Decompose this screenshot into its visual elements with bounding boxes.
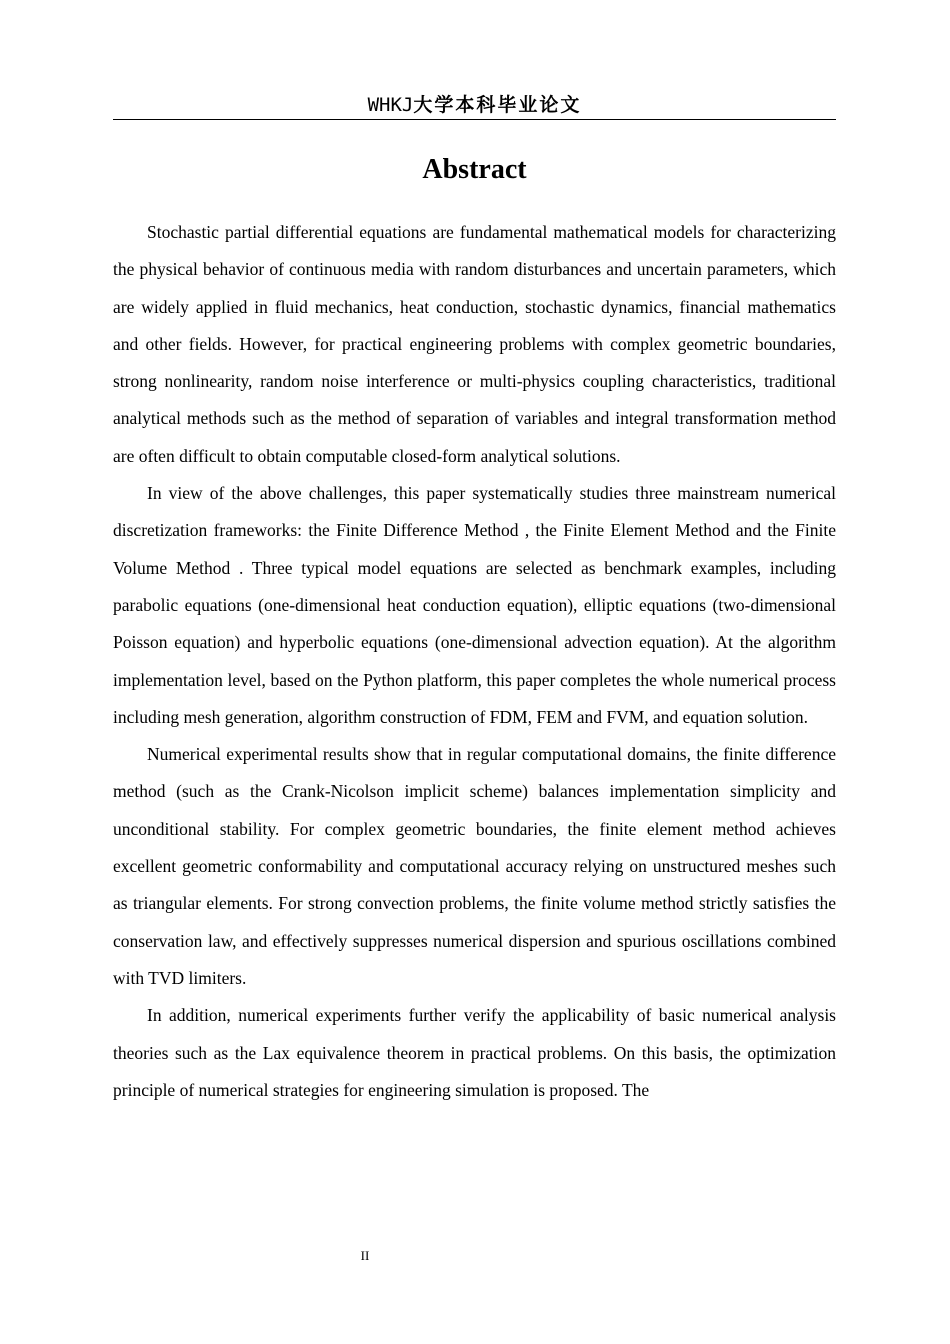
header-university-code: WHKJ [367,94,414,116]
running-header [113,92,836,119]
header-rule [113,119,836,120]
abstract-paragraph-1: Stochastic partial differential equations are fundamental mathematical models for characterizing the physical behavior of continuous media with random disturbances and uncertain parameters, which are widely applied in fluid mechanics, heat conduction, stochastic dynamics, financial mathematics and other fields. However, for practical engineering problems with complex geometric boundaries, strong nonlinearity, random noise interference or multi-physics coupling characteristics, traditional analytical methods such as the method of separation of variables and integral transformation method are often difficult to obtain computable closed-form analytical solutions. [113,222,836,466]
page-title: Abstract [422,154,527,185]
abstract-paragraph-2: In view of the above challenges, this paper systematically studies three mainstream numerical discretization frameworks: the Finite Difference Method , the Finite Element Method and the Finite Volume Method . Three typical model equations are selected as benchmark examples, including parabolic equations (one-dimensional heat conduction equation), elliptic equations (two-dimensional Poisson equation) and hyperbolic equations (one-dimensional advection equation). At the algorithm implementation level, based on the Python platform, this paper completes the whole numerical process including mesh generation, algorithm construction of FDM, FEM and FVM, and equation solution. [113,483,836,727]
page-number: II [360,1248,370,1263]
header-thesis-label: 大学本科毕业论文 [413,94,582,116]
abstract-paragraph-3: Numerical experimental results show that in regular computational domains, the finite difference method (such as the Crank-Nicolson implicit scheme) balances implementation simplicity and unconditional stability. For complex geometric boundaries, the finite element method achieves excellent geometric conformability and computational accuracy relying on unstructured meshes such as triangular elements. For strong convection problems, the finite volume method strictly satisfies the conservation law, and effectively suppresses numerical dispersion and spurious oscillations combined with TVD limiters. [113,744,836,988]
abstract-body [113,214,836,1109]
abstract-paragraph-4: In addition, numerical experiments further verify the applicability of basic numerical analysis theories such as the Lax equivalence theorem in practical problems. On this basis, the optimization principle of numerical strategies for engineering simulation is proposed. The [113,1005,836,1100]
